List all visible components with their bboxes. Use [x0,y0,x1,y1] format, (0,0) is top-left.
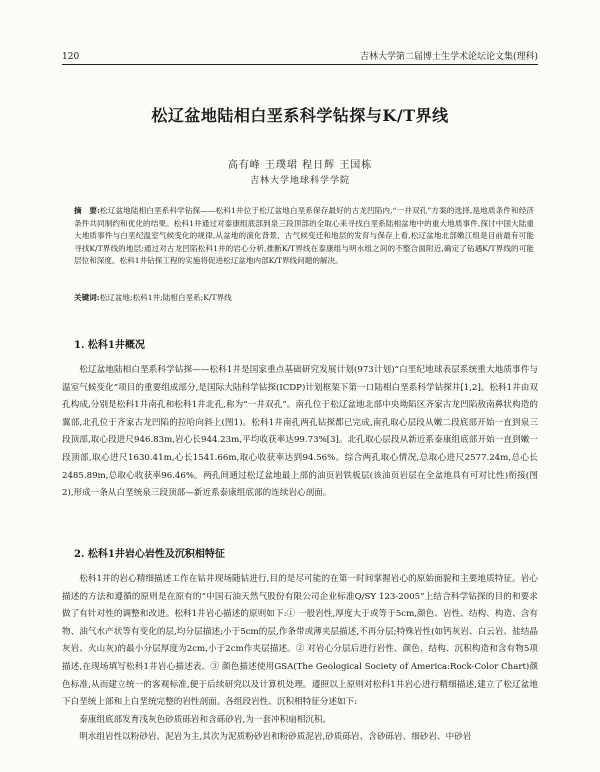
author-list: 高有峰 王璞珺 程日辉 王国栋 [227,160,373,171]
keywords-label: 关键词: [74,293,100,302]
body-paragraph: 泰康组底部发育浅灰色砂质砾岩和含砾砂岩,为一套冲积扇相沉积。 [79,714,332,725]
section-heading: 1. 松科1井概况 [74,340,145,351]
header-rule [62,64,538,65]
section-body [62,571,538,747]
abstract-text: 松辽盆地陆相白垩系科学钻探——松科1井位于松辽盆地白垩系保存最好的古龙凹陷内,“一井双孔”方案的选择,是地质条件和经济条件共同制约和优化的结果。松科1井通过对泰康组底部到泉三段顶部的全取心来寻找白垩系陆相盆地中的重大地质事件,探讨中国大陆重大地质事件与白垩纪温室气候变化的规律,从盆地的演化背景、古气候变迁和地层的发育与保存上看,松辽盆地北部嫩江组是目前最有可能寻找K/T界线的地层;通过对古龙凹陷松科1井的岩心分析,推断K/T界线在泰康组与明水组之间的不整合面附近,确定了钻遇K/T界线的可能层位和深度。松科1井钻探工程的实施将促进松辽盆地内部K/T界线问题的解决。 [74,206,534,265]
journal-name: 吉林大学第二届博士生学术论坛论文集(理科) [359,52,538,62]
body-paragraph: 明水组岩性以粉砂岩、泥岩为主,其次为泥质粉砂岩和粉砂质泥岩,砂质砾岩、含砂砾岩、细砂岩、中砂岩 [79,732,472,743]
affiliation: 吉林大学地球科学学院 [249,176,350,186]
section-body [62,362,538,503]
abstract [74,205,534,268]
running-header [62,48,538,62]
section-heading: 2. 松科1井岩心岩性及沉积相特征 [74,549,225,560]
body-paragraph: 松辽盆地陆相白垩系科学钻探——松科1井是国家重点基础研究发展计划(973计划)“白垩纪地球表层系统重大地质事件与温室气候变化”项目的重要组成部分,是国际大陆科学钻探(ICDP)计划框架下第一口陆相白垩系科学钻探井[1,2]。松科1井由双孔构成,分别是松科1井南孔和松科1井北孔,称为“一井双孔”。南孔位于松辽盆地北部中央坳陷区齐家古龙凹陷敖南鼻状构造的翼部,北孔位于齐家古龙凹陷的拉哈向斜上(图1)。松科1井南孔两孔钻探都已完成,南孔取心层段从嫩二段底部开始一直到泉三段顶部,取心段进尺946.83m,岩心长944.23m,平均收获率达99.73%[3]。北孔取心层段从新近系泰康组底部开始一直到嫩一段顶部,取心进尺1630.41m,心长1541.66m,取心收获率达到94.56%。综合两孔取心情况,总取心进尺2577.24m,总心长2485.89m,总取心收获率96.46%。两孔间通过松辽盆地最上部的油页岩铁板层(该油页岩层在全盆地具有可对比性)衔接(图2),形成一条从白垩统泉三段顶部—新近系泰康组底部的连续岩心剖面。 [62,365,538,499]
paper-title: 松辽盆地陆相白垩系科学钻探与K/T界线 [151,106,449,125]
page-number: 120 [62,52,80,62]
keywords [74,292,534,303]
abstract-label: 摘 要: [74,206,100,215]
keywords-text: 松辽盆地;松科1井;陆相白垩系;K/T界线 [99,293,232,302]
body-paragraph: 松科1井的岩心精细描述工作在钻井现场随钻进行,目的是尽可能的在第一时间掌握岩心的原始面貌和主要地质特征。岩心描述的方法和遵循的原则是在原有的“中国石油天然气股份有限公司企业标准Q/SY 123-2005”上结合科学钻探的目的和要求做了有针对性的调整和改进。松科1井岩心描述的原则如下:① 一般岩性,厚度大于或等于5cm,颜色、岩性、结构、构造、含有物、油气水产状等有变化的层,均分层描述;小于5cm的层,作条带或薄夹层描述,不再分层;特殊岩性(如钙灰岩、白云岩、盐结晶灰岩、火山灰)的最小分层厚度为2cm,小于2cm作夹层描述。② 对岩心分层后进行岩性、颜色、结构、沉积构造和含有物5项描述,在现场填写松科1井岩心描述表。③ 颜色描述使用GSA(The Geological Society of America:Rock-Color Chart)颜色标准,从而建立统一的客观标准,便于后续研究以及计算机处理。遵照以上原则对松科1井岩心进行精细描述,建立了松辽盆地下白垩统上部和上白垩统完整的岩性剖面。各组段岩性、沉积相特征分述如下: [62,574,538,708]
